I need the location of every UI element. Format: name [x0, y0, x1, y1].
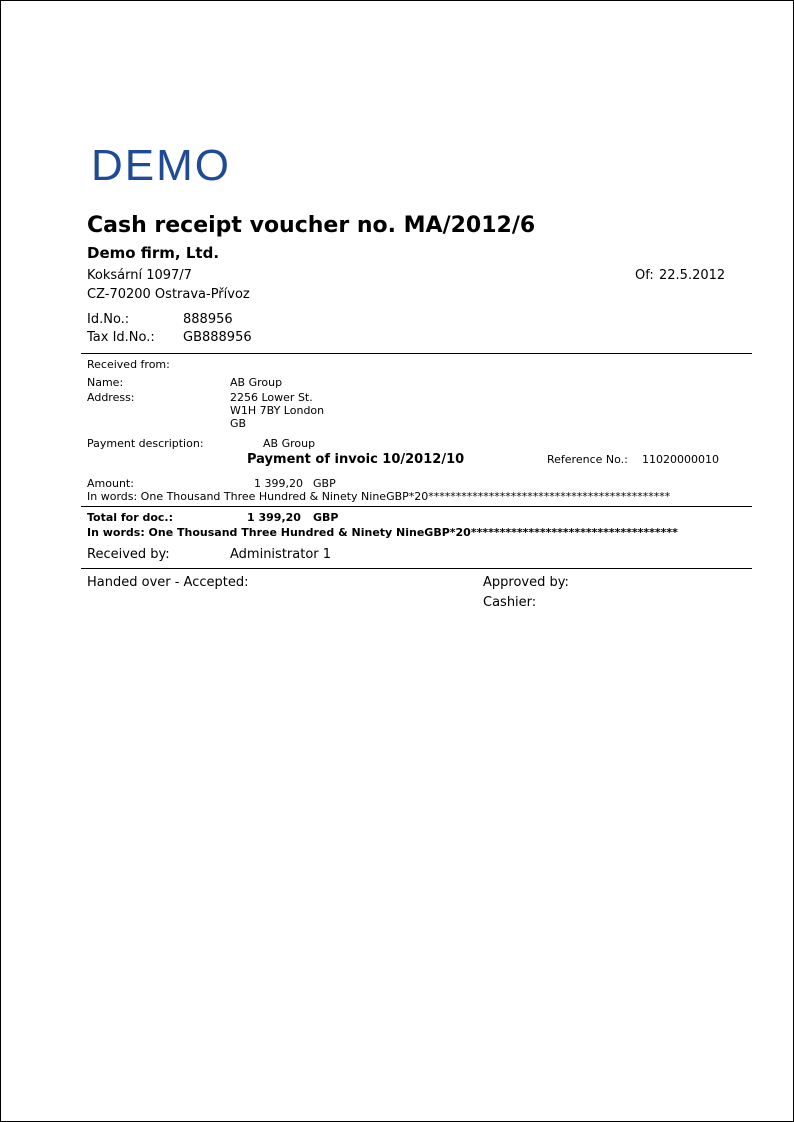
address-label: Address:: [87, 391, 135, 404]
firm-name: Demo firm, Ltd.: [87, 244, 220, 262]
demo-logo: [91, 141, 231, 190]
cashier-label: Cashier:: [483, 595, 537, 610]
address-line: 2256 Lower St.: [230, 391, 313, 404]
reference-value: 11020000010: [642, 453, 719, 466]
taxid-label: Tax Id.No.:: [87, 330, 155, 345]
reference-label: Reference No.:: [547, 453, 628, 466]
divider: [81, 568, 752, 569]
divider: [81, 353, 752, 354]
id-label: Id.No.:: [87, 312, 130, 327]
approved-by-label: Approved by:: [483, 575, 569, 590]
total-currency: GBP: [313, 511, 339, 524]
date-label: Of:: [635, 268, 654, 283]
payment-description-label: Payment description:: [87, 437, 204, 450]
firm-address-line1: Koksární 1097/7: [87, 268, 192, 283]
total-value: 1 399,20: [247, 511, 301, 524]
received-by-value: Administrator 1: [230, 547, 332, 562]
logo-text: DEMO: [91, 141, 231, 190]
received-by-label: Received by:: [87, 547, 170, 562]
total-label: Total for doc.:: [87, 511, 174, 524]
received-from-label: Received from:: [87, 358, 170, 371]
address-line: W1H 7BY London: [230, 404, 325, 417]
id-value: 888956: [183, 312, 233, 327]
handed-over-label: Handed over - Accepted:: [87, 575, 249, 590]
total-in-words: In words: One Thousand Three Hundred & Ninety NineGBP*20************************************: [87, 526, 678, 539]
firm-address-line2: CZ-70200 Ostrava-Přívoz: [87, 287, 250, 302]
payment-description-value: AB Group: [263, 437, 316, 450]
amount-value: 1 399,20: [254, 477, 303, 490]
date-value: 22.5.2012: [659, 268, 726, 283]
amount-in-words: In words: One Thousand Three Hundred & Ninety NineGBP*20********************************************: [87, 490, 671, 503]
address-line: GB: [230, 417, 247, 430]
divider: [81, 506, 752, 507]
voucher-title: Cash receipt voucher no. MA/2012/6: [87, 213, 536, 238]
name-value: AB Group: [230, 376, 283, 389]
taxid-value: GB888956: [183, 330, 252, 345]
amount-currency: GBP: [313, 477, 336, 490]
name-label: Name:: [87, 376, 124, 389]
amount-label: Amount:: [87, 477, 134, 490]
payment-description-bold: Payment of invoic 10/2012/10: [247, 452, 465, 467]
